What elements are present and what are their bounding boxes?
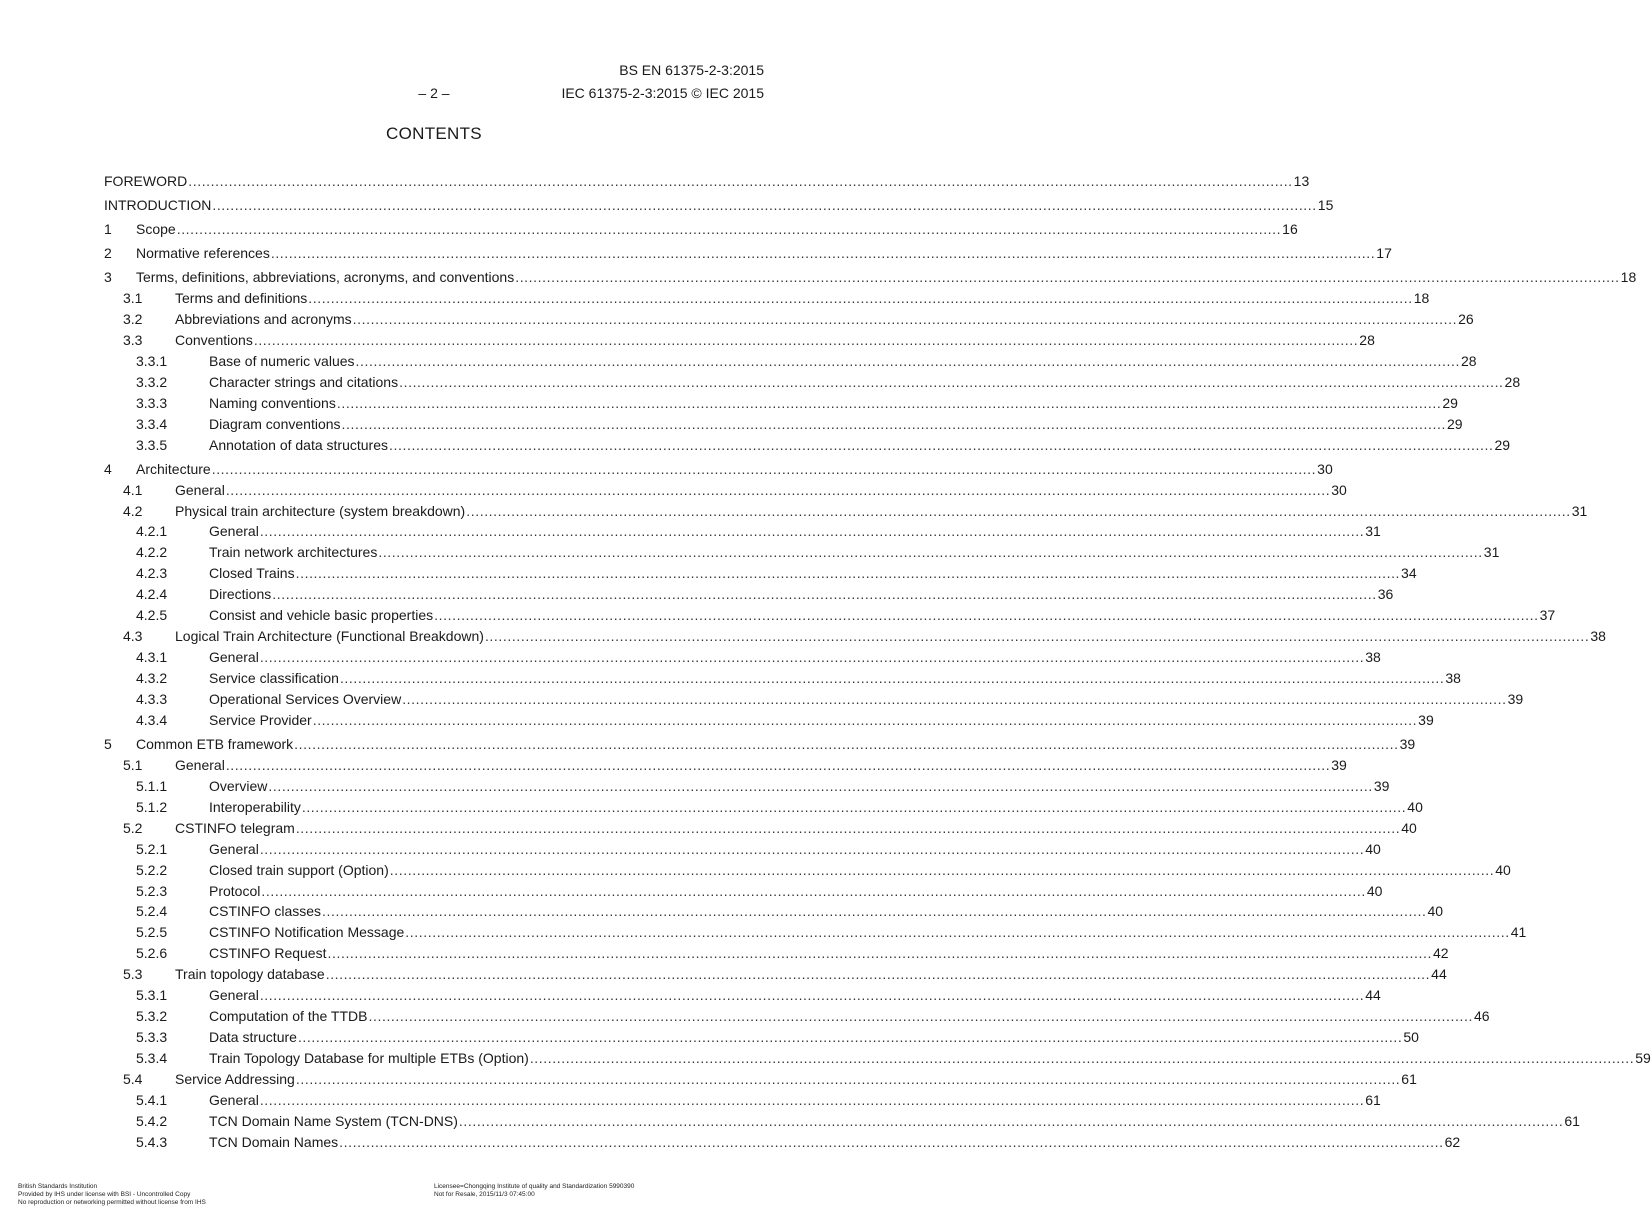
toc-entry-page: 38 <box>1590 628 1606 645</box>
toc-dot-leader <box>377 542 1482 563</box>
toc-dot-leader <box>307 288 1412 309</box>
toc-dot-leader <box>270 243 1375 264</box>
toc-entry-number: 3.3.5 <box>136 436 168 453</box>
toc-dot-leader <box>225 755 1330 776</box>
toc-entry-number: 3.1 <box>123 290 143 307</box>
toc-entry[interactable] <box>104 372 1521 393</box>
toc-entry-title: FOREWORD <box>104 173 188 189</box>
toc-entry-title: Train Topology Database for multiple ETBs (Option) <box>209 1050 529 1066</box>
toc-entry[interactable] <box>104 1027 1419 1048</box>
toc-entry-number: 4.3.3 <box>136 690 168 707</box>
toc-entry[interactable] <box>104 626 1606 647</box>
toc-entry-title: General <box>209 987 259 1004</box>
toc-entry-number: 5.2.2 <box>136 861 168 878</box>
toc-entry-number: 3.3.3 <box>136 394 168 411</box>
toc-entry[interactable] <box>104 267 1637 288</box>
toc-entry-title: Protocol <box>209 882 261 899</box>
toc-entry-page: 30 <box>1331 481 1347 498</box>
toc-entry-number: 3.2 <box>123 311 143 327</box>
toc-dot-leader <box>211 459 1316 480</box>
toc-entry-title: General <box>209 840 259 857</box>
toc-entry[interactable] <box>104 521 1381 542</box>
toc-entry[interactable] <box>104 734 1416 755</box>
toc-entry-page: 31 <box>1571 502 1588 519</box>
toc-entry-title: INTRODUCTION <box>104 197 212 214</box>
toc-entry[interactable] <box>104 985 1381 1006</box>
toc-entry-number: 4.2.5 <box>136 607 168 624</box>
toc-entry-title: Annotation of data structures <box>209 436 388 453</box>
toc-entry-number: 2 <box>104 245 112 262</box>
toc-entry-number: 5.3.4 <box>136 1050 168 1066</box>
toc-dot-leader <box>297 1027 1402 1048</box>
toc-dot-leader <box>267 776 1372 797</box>
toc-entry-page: 62 <box>1444 1133 1461 1150</box>
toc-entry-page: 36 <box>1377 586 1394 603</box>
toc-entry[interactable] <box>104 330 1375 351</box>
toc-entry-number: 4.2.3 <box>136 565 168 582</box>
toc-entry-title: Base of numeric values <box>209 352 355 369</box>
toc-entry-number: 3.3.1 <box>136 352 168 369</box>
toc-entry-title: Terms and definitions <box>175 290 308 307</box>
toc-dot-leader <box>271 584 1376 605</box>
toc-dot-leader <box>433 605 1538 626</box>
toc-entry-page: 18 <box>1413 290 1430 307</box>
toc-entry[interactable] <box>104 1006 1490 1027</box>
toc-entry-page: 39 <box>1418 711 1434 728</box>
toc-entry-title: Train topology database <box>175 966 325 983</box>
toc-entry-title: Operational Services Overview <box>209 690 402 707</box>
toc-entry-title: Conventions <box>175 331 253 348</box>
toc-dot-leader <box>388 435 1493 456</box>
toc-entry[interactable] <box>104 755 1347 776</box>
toc-entry-page: 38 <box>1445 670 1461 687</box>
toc-entry-number: 5.1 <box>123 756 143 773</box>
toc-entry-page: 61 <box>1564 1112 1580 1129</box>
toc-entry-number: 5.2 <box>123 819 143 836</box>
toc-dot-leader <box>259 1090 1364 1111</box>
footer-line: Licensee=Chongqing Institute of quality and Standardization 5990390 <box>434 1183 635 1190</box>
toc-entry-page: 29 <box>1494 436 1511 453</box>
toc-entry-title: Service Addressing <box>175 1070 295 1087</box>
toc-entry-page: 61 <box>1365 1091 1381 1108</box>
toc-entry-number: 5.4.3 <box>136 1133 168 1150</box>
toc-dot-leader <box>529 1048 1634 1069</box>
toc-entry[interactable] <box>104 964 1447 985</box>
toc-entry-title: Logical Train Architecture (Functional Breakdown) <box>175 628 484 645</box>
toc-dot-leader <box>338 1132 1443 1153</box>
toc-entry-title: General <box>209 649 259 666</box>
toc-dot-leader <box>326 943 1431 964</box>
toc-dot-leader <box>401 689 1506 710</box>
toc-dot-leader <box>367 1006 1472 1027</box>
toc-entry[interactable] <box>104 584 1394 605</box>
toc-entry-title: Closed Trains <box>209 565 295 582</box>
toc-entry[interactable] <box>104 839 1381 860</box>
toc-entry[interactable] <box>104 195 1334 216</box>
toc-entry[interactable] <box>104 605 1556 626</box>
toc-dot-leader <box>259 839 1364 860</box>
toc-entry-page: 28 <box>1359 331 1375 348</box>
toc-entry-number: 3 <box>104 269 112 286</box>
toc-dot-leader <box>339 668 1444 689</box>
toc-entry-page: 16 <box>1282 221 1298 238</box>
toc-entry-page: 31 <box>1365 523 1381 540</box>
toc-entry[interactable] <box>104 542 1500 563</box>
toc-entry-title: Diagram conventions <box>209 415 341 432</box>
toc-entry[interactable] <box>104 501 1588 522</box>
toc-entry-page: 29 <box>1442 394 1458 411</box>
toc-entry-number: 5.1.2 <box>136 798 168 815</box>
footer-line: British Standards Institution <box>18 1183 98 1190</box>
toc-entry-number: 5.2.4 <box>136 903 168 920</box>
toc-entry-page: 44 <box>1431 966 1447 983</box>
toc-dot-leader <box>352 309 1457 330</box>
toc-entry[interactable] <box>104 710 1434 731</box>
toc-dot-leader <box>187 171 1292 192</box>
toc-entry[interactable] <box>104 288 1430 309</box>
toc-dot-leader <box>398 372 1503 393</box>
toc-entry-title: CSTINFO Request <box>209 945 327 962</box>
toc-entry[interactable] <box>104 647 1381 668</box>
toc-dot-leader <box>484 626 1589 647</box>
toc-entry[interactable] <box>104 1090 1381 1111</box>
toc-entry-title: Consist and vehicle basic properties <box>209 607 434 624</box>
toc-entry-number: 3.3.2 <box>136 373 168 390</box>
toc-entry-number: 5.4.2 <box>136 1112 168 1129</box>
toc-entry-page: 34 <box>1401 565 1417 582</box>
toc-entry[interactable] <box>104 668 1461 689</box>
toc-entry-title: General <box>209 1091 259 1108</box>
toc-entry-number: 5.2.5 <box>136 924 168 941</box>
toc-entry-page: 39 <box>1331 756 1347 773</box>
toc-entry-page: 31 <box>1483 544 1500 561</box>
toc-entry[interactable] <box>104 459 1333 480</box>
toc-entry[interactable] <box>104 1069 1417 1090</box>
toc-entry-title: Abbreviations and acronyms <box>175 311 352 327</box>
toc-entry-page: 40 <box>1401 819 1417 836</box>
toc-entry-page: 38 <box>1365 649 1381 666</box>
toc-entry[interactable] <box>104 435 1511 456</box>
toc-entry-number: 4.1 <box>123 481 143 498</box>
toc-entry-title: Interoperability <box>209 798 301 815</box>
toc-entry-page: 40 <box>1427 903 1444 920</box>
toc-dot-leader <box>211 195 1316 216</box>
toc-entry-number: 1 <box>104 221 112 238</box>
toc-entry-title: Service Provider <box>209 711 312 728</box>
toc-entry-number: 4 <box>104 460 112 477</box>
toc-entry-number: 5.4 <box>123 1070 143 1087</box>
toc-dot-leader <box>293 734 1398 755</box>
toc-entry[interactable] <box>104 563 1417 584</box>
toc-dot-leader <box>259 521 1364 542</box>
toc-dot-leader <box>260 881 1365 902</box>
footer-left <box>18 1183 206 1207</box>
toc-entry-title: Service classification <box>209 670 339 687</box>
toc-entry[interactable] <box>104 1111 1580 1132</box>
toc-entry[interactable] <box>104 776 1390 797</box>
toc-entry-page: 28 <box>1504 373 1521 390</box>
toc-entry-page: 39 <box>1399 735 1416 752</box>
toc-entry-title: Closed train support (Option) <box>209 861 389 878</box>
toc-entry-title: Physical train architecture (system breakdown) <box>175 502 466 519</box>
toc-entry-number: 4.2 <box>123 502 143 519</box>
toc-entry-page: 59 <box>1635 1050 1651 1066</box>
toc-entry-page: 44 <box>1365 987 1381 1004</box>
toc-entry-page: 39 <box>1373 777 1390 794</box>
table-of-contents <box>104 171 1651 1153</box>
toc-entry-number: 3.3.4 <box>136 415 168 432</box>
toc-entry[interactable] <box>104 309 1474 330</box>
toc-dot-leader <box>295 1069 1400 1090</box>
toc-dot-leader <box>514 267 1619 288</box>
toc-entry-number: 4.3.2 <box>136 670 168 687</box>
toc-entry[interactable] <box>104 943 1449 964</box>
toc-dot-leader <box>336 393 1441 414</box>
toc-entry-title: CSTINFO classes <box>209 903 322 920</box>
toc-entry-title: Character strings and citations <box>209 373 399 390</box>
toc-entry-page: 37 <box>1539 607 1556 624</box>
toc-entry-title: Naming conventions <box>209 394 336 411</box>
toc-dot-leader <box>259 985 1364 1006</box>
toc-entry[interactable] <box>104 1048 1651 1069</box>
toc-entry-number: 3.3 <box>123 331 143 348</box>
toc-entry-title: TCN Domain Name System (TCN-DNS) <box>209 1112 458 1129</box>
toc-entry[interactable] <box>104 414 1463 435</box>
toc-entry[interactable] <box>104 922 1527 943</box>
toc-entry-page: 40 <box>1407 798 1423 815</box>
toc-entry-number: 5.3.1 <box>136 987 168 1004</box>
toc-entry-title: Overview <box>209 777 268 794</box>
toc-entry-page: 50 <box>1403 1029 1419 1046</box>
toc-dot-leader <box>404 922 1509 943</box>
toc-entry-number: 4.3.1 <box>136 649 168 666</box>
toc-entry-title: General <box>209 523 259 540</box>
toc-entry-page: 18 <box>1620 269 1637 286</box>
toc-dot-leader <box>295 818 1400 839</box>
toc-entry[interactable] <box>104 219 1298 240</box>
toc-entry-page: 46 <box>1473 1008 1490 1025</box>
toc-entry-title: CSTINFO telegram <box>175 819 295 836</box>
footer-line: No reproduction or networking permitted without license from IHS <box>18 1199 206 1206</box>
toc-entry-title: CSTINFO Notification Message <box>209 924 405 941</box>
toc-entry-title: TCN Domain Names <box>209 1133 339 1150</box>
toc-dot-leader <box>465 501 1570 522</box>
toc-entry-number: 4.2.4 <box>136 586 168 603</box>
toc-dot-leader <box>355 351 1460 372</box>
footer-line: Provided by IHS under license with BSI - Uncontrolled Copy <box>18 1191 191 1198</box>
toc-entry-page: 61 <box>1401 1070 1417 1087</box>
toc-entry-page: 41 <box>1510 924 1527 941</box>
footer-line: Not for Resale, 2015/11/3 07:45:00 <box>434 1191 535 1198</box>
toc-entry-page: 40 <box>1495 861 1511 878</box>
toc-entry-number: 5.3.2 <box>136 1008 168 1025</box>
footer-right <box>434 1183 634 1199</box>
toc-dot-leader <box>253 330 1358 351</box>
toc-entry-number: 5.2.6 <box>136 945 168 962</box>
toc-entry-title: Scope <box>136 221 176 238</box>
toc-entry-number: 4.3.4 <box>136 711 168 728</box>
toc-entry[interactable] <box>104 901 1444 922</box>
page-title: CONTENTS <box>386 124 482 143</box>
toc-entry-page: 13 <box>1293 173 1310 189</box>
toc-entry-page: 42 <box>1432 945 1449 962</box>
toc-entry-page: 28 <box>1460 352 1477 369</box>
toc-entry-number: 5.2.1 <box>136 840 168 857</box>
toc-entry-number: 4.2.2 <box>136 544 168 561</box>
toc-dot-leader <box>295 563 1400 584</box>
toc-entry-title: Normative references <box>136 245 270 262</box>
toc-entry-number: 5.3.3 <box>136 1029 168 1046</box>
toc-entry[interactable] <box>104 171 1310 192</box>
toc-entry[interactable] <box>104 393 1458 414</box>
iec-reference: IEC 61375-2-3:2015 © IEC 2015 <box>561 85 764 101</box>
toc-entry-page: 15 <box>1317 197 1334 214</box>
toc-entry-title: Directions <box>209 586 272 603</box>
toc-entry-title: Architecture <box>136 460 211 477</box>
toc-entry[interactable] <box>104 797 1423 818</box>
toc-entry-page: 39 <box>1507 690 1524 707</box>
toc-dot-leader <box>176 219 1281 240</box>
toc-entry-page: 30 <box>1317 460 1333 477</box>
toc-entry-page: 29 <box>1446 415 1463 432</box>
toc-entry-title: Train network architectures <box>209 544 378 561</box>
toc-entry-title: General <box>175 756 225 773</box>
toc-entry-title: Common ETB framework <box>136 735 294 752</box>
toc-dot-leader <box>312 710 1417 731</box>
toc-entry-number: 5.3 <box>123 966 143 983</box>
toc-entry-number: 5.2.3 <box>136 882 168 899</box>
toc-dot-leader <box>458 1111 1563 1132</box>
toc-entry[interactable] <box>104 689 1524 710</box>
toc-entry[interactable] <box>104 1132 1461 1153</box>
toc-dot-leader <box>389 860 1494 881</box>
toc-dot-leader <box>225 480 1330 501</box>
toc-dot-leader <box>321 901 1426 922</box>
toc-entry[interactable] <box>104 881 1383 902</box>
toc-entry[interactable] <box>104 860 1511 881</box>
toc-entry-title: Terms, definitions, abbreviations, acronyms, and conventions <box>136 269 515 286</box>
toc-dot-leader <box>301 797 1406 818</box>
toc-entry-page: 26 <box>1458 311 1474 327</box>
toc-entry-title: Data structure <box>209 1029 297 1046</box>
toc-entry[interactable] <box>104 351 1477 372</box>
toc-dot-leader <box>341 414 1446 435</box>
toc-dot-leader <box>325 964 1430 985</box>
toc-entry[interactable] <box>104 818 1417 839</box>
toc-dot-leader <box>259 647 1364 668</box>
toc-entry[interactable] <box>104 480 1347 501</box>
page-number-text: – 2 – <box>418 85 450 101</box>
toc-entry-title: General <box>175 481 225 498</box>
toc-entry-title: Computation of the TTDB <box>209 1008 368 1025</box>
toc-entry-page: 40 <box>1366 882 1383 899</box>
toc-entry[interactable] <box>104 243 1392 264</box>
document-standard-id: BS EN 61375-2-3:2015 <box>619 62 764 78</box>
toc-entry-number: 5.1.1 <box>136 777 168 794</box>
toc-entry-number: 5.4.1 <box>136 1091 168 1108</box>
toc-entry-page: 40 <box>1365 840 1381 857</box>
toc-entry-number: 4.2.1 <box>136 523 168 540</box>
toc-entry-number: 4.3 <box>123 628 143 645</box>
toc-entry-number: 5 <box>104 735 112 752</box>
toc-entry-page: 17 <box>1376 245 1392 262</box>
